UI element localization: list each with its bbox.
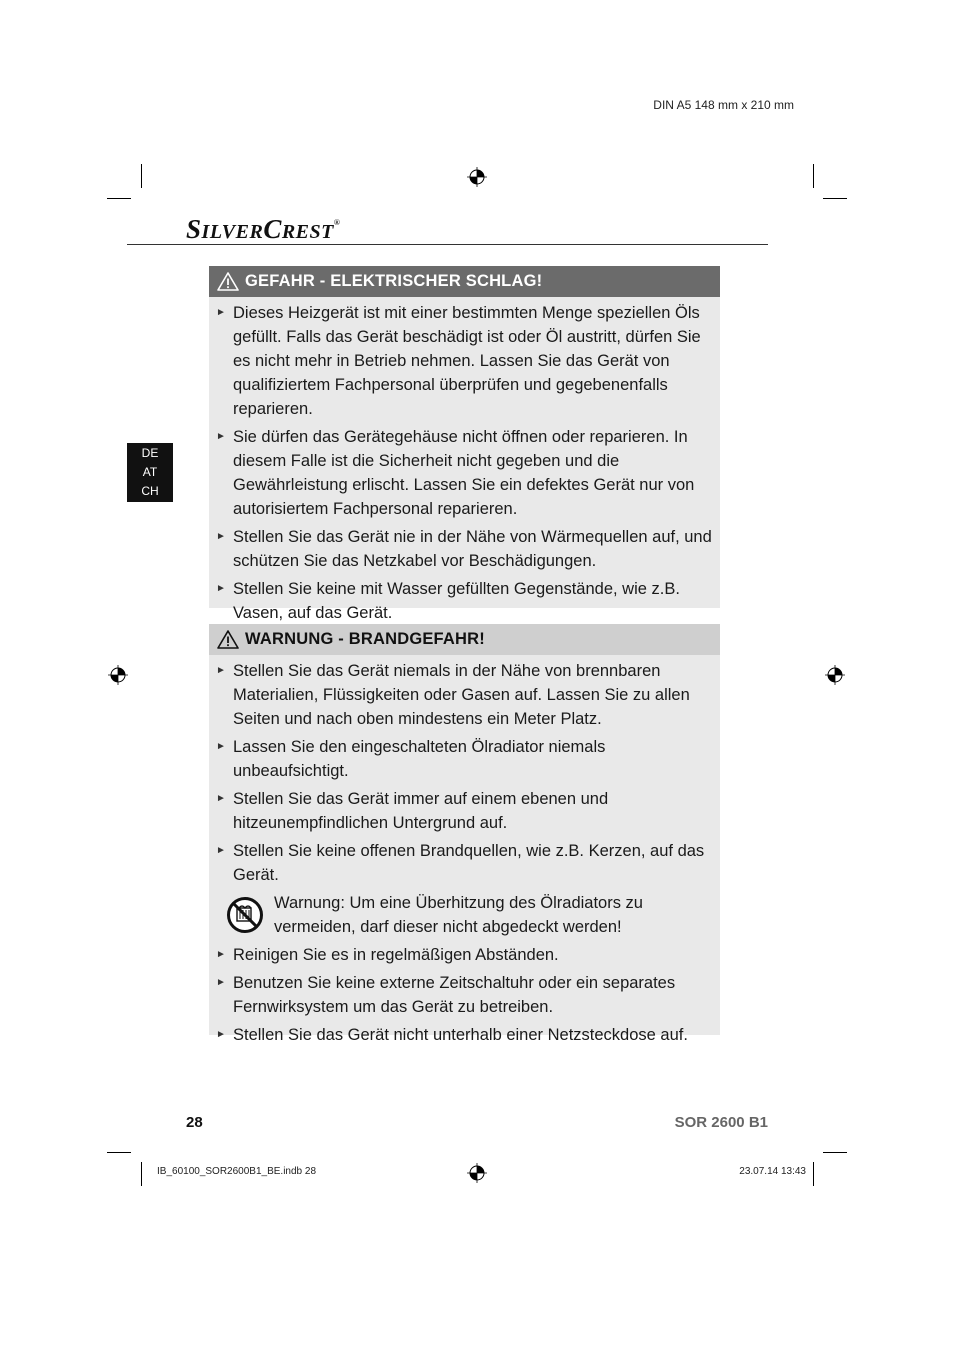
bullet-arrow-icon: ► xyxy=(216,793,226,804)
warning-heading xyxy=(209,624,720,655)
registration-mark-icon xyxy=(825,665,845,685)
logo-registered-mark: ® xyxy=(333,218,341,227)
list-item: ► Stellen Sie das Gerät immer auf einem ebenen und hitzeunempfindlichen Untergrund auf. xyxy=(216,787,714,835)
list-item: ► Lassen Sie den eingeschalteten Ölradiator niemals unbeaufsichtigt. xyxy=(216,735,714,783)
logo-text-silver: ILVER xyxy=(201,221,264,243)
registration-mark-icon xyxy=(108,665,128,685)
bullet-arrow-icon: ► xyxy=(216,665,226,676)
language-code: DE xyxy=(141,446,159,460)
header-rule xyxy=(127,244,768,245)
page-number: 28 xyxy=(186,1114,203,1131)
print-slug-datetime: 23.07.14 13:43 xyxy=(739,1166,806,1177)
bullet-arrow-icon: ► xyxy=(216,949,226,960)
list-item: ► Stellen Sie das Gerät niemals in der Nähe von brennbaren Materialien, Flüssigkeiten oder Gasen auf. Lassen Sie zu allen Seiten und nach oben mindestens ein Meter Platz. xyxy=(216,659,714,731)
warning-heading xyxy=(209,266,720,297)
crop-mark xyxy=(141,1162,142,1186)
registration-mark-icon xyxy=(467,1163,487,1183)
list-item: ► Stellen Sie keine offenen Brandquellen, wie z.B. Kerzen, auf das Gerät. xyxy=(216,839,714,887)
warning-triangle-icon xyxy=(217,630,239,649)
warning-heading-text: GEFAHR - ELEKTRISCHER SCHLAG! xyxy=(245,272,543,290)
list-item: ► Stellen Sie das Gerät nie in der Nähe von Wärmequellen auf, und schützen Sie das Netzkabel vor Beschädigungen. xyxy=(216,525,714,573)
warning-heading-text: WARNUNG - BRANDGEFAHR! xyxy=(245,630,485,648)
crop-mark xyxy=(107,198,131,199)
list-item: ► Dieses Heizgerät ist mit einer bestimmten Menge speziellen Öls gefüllt. Falls das Gerät beschädigt ist oder Öl austritt, dürfen Sie es nicht mehr in Betrieb nehmen. Lassen Sie das Gerät von qualifiziertem Fachpersonal überprüfen und gegebenenfalls reparieren. xyxy=(216,301,714,421)
list-item: ► Benutzen Sie keine externe Zeitschaltuhr oder ein separates Fernwirksystem um das Gerät zu betreiben. xyxy=(216,971,714,1019)
do-not-cover-note: Warnung: Um eine Überhitzung des Ölradiators zu vermeiden, darf dieser nicht abgedeckt werden! xyxy=(216,891,714,939)
warning-box-fire xyxy=(209,624,720,1044)
bullet-arrow-icon: ► xyxy=(216,1029,226,1040)
logo-text-crest: REST xyxy=(281,221,334,243)
crop-mark xyxy=(141,164,142,188)
print-format-note: DIN A5 148 mm x 210 mm xyxy=(653,98,794,112)
list-item: ► Sie dürfen das Gerätegehäuse nicht öffnen oder reparieren. In diesem Falle ist die Sicherheit nicht gegeben und die Gewährleistung erlischt. Lassen Sie ein defektes Gerät nur von autorisiertem Fachpersonal reparieren. xyxy=(216,425,714,521)
list-item: ► Stellen Sie keine mit Wasser gefüllten Gegenstände, wie z.B. Vasen, auf das Gerät. xyxy=(216,577,714,625)
crop-mark xyxy=(813,1162,814,1186)
registration-mark-icon xyxy=(467,167,487,187)
bullet-arrow-icon: ► xyxy=(216,977,226,988)
language-code: AT xyxy=(142,465,158,479)
language-tab xyxy=(127,443,173,502)
bullet-arrow-icon: ► xyxy=(216,431,226,442)
warning-triangle-icon xyxy=(217,272,239,291)
crop-mark xyxy=(823,198,847,199)
bullet-arrow-icon: ► xyxy=(216,583,226,594)
brand-logo: SILVERCREST® xyxy=(186,214,341,244)
model-number: SOR 2600 B1 xyxy=(674,1114,768,1131)
list-item: ► Stellen Sie das Gerät nicht unterhalb einer Netzsteckdose auf. xyxy=(216,1023,714,1047)
print-slug-file: IB_60100_SOR2600B1_BE.indb 28 xyxy=(157,1166,317,1177)
bullet-arrow-icon: ► xyxy=(216,531,226,542)
crop-mark xyxy=(107,1152,131,1153)
bullet-arrow-icon: ► xyxy=(216,741,226,752)
bullet-arrow-icon: ► xyxy=(216,845,226,856)
language-code: CH xyxy=(141,484,159,498)
list-item: ► Reinigen Sie es in regelmäßigen Abständen. xyxy=(216,943,714,967)
warning-box-electric xyxy=(209,266,720,622)
do-not-cover-icon xyxy=(226,896,264,934)
crop-mark xyxy=(823,1152,847,1153)
bullet-arrow-icon: ► xyxy=(216,307,226,318)
crop-mark xyxy=(813,164,814,188)
